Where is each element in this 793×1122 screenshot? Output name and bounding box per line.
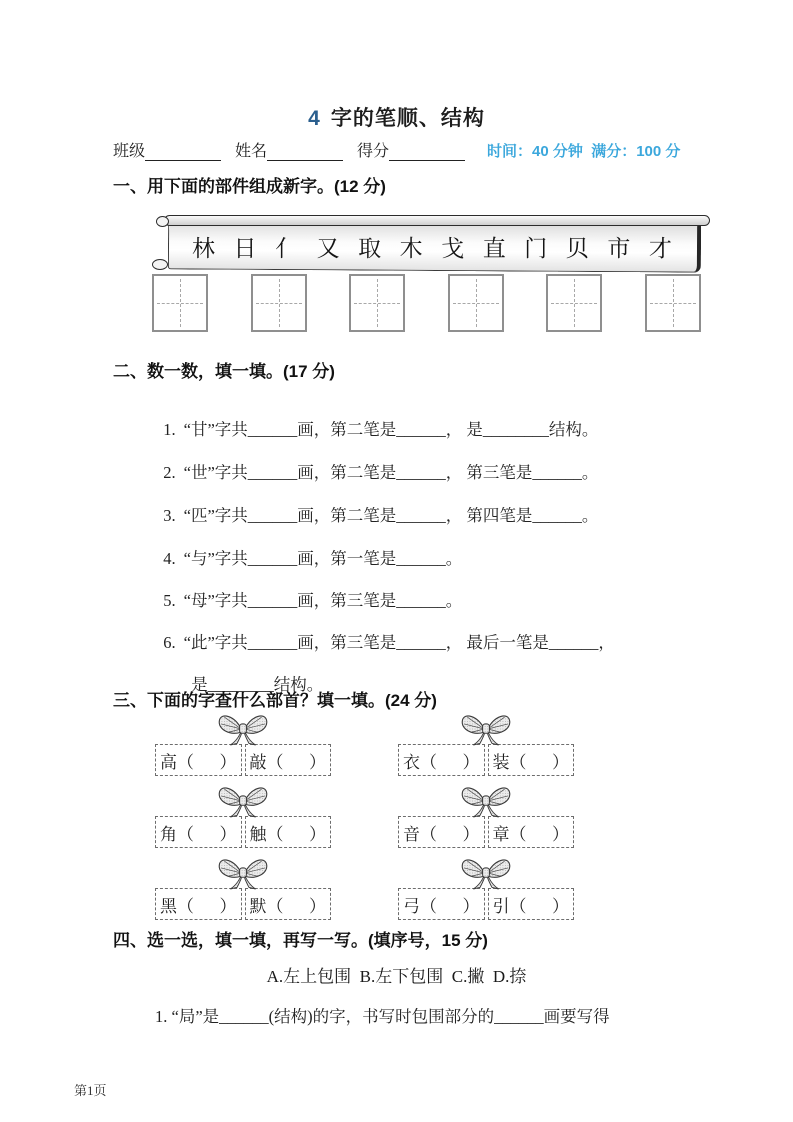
radical-cell: 弓（ ）: [398, 888, 485, 920]
lesson-title-text: 字的笔顺、结构: [330, 107, 485, 130]
radical-cell: 引（ ）: [488, 888, 575, 920]
radical-cell: 高（ ）: [155, 744, 242, 776]
radical-pair-unit: [398, 862, 574, 924]
question-row: [155, 396, 735, 440]
radical-pair-unit: [398, 718, 574, 780]
question-text: “与”字共______画，第一笔是______。: [183, 549, 463, 568]
question-row: [155, 525, 735, 569]
question-number: 3.: [163, 506, 176, 525]
radical-pair-unit: [155, 862, 331, 924]
radical-cell: 默（ ）: [245, 888, 332, 920]
component-char: 日: [233, 235, 257, 261]
radical-cell: 装（ ）: [488, 744, 575, 776]
radical-cell: 触（ ）: [245, 816, 332, 848]
lesson-number: 4: [308, 107, 321, 130]
question-row: [155, 482, 735, 526]
radical-cell: 音（ ）: [398, 816, 485, 848]
scroll-curl-top-left: [156, 216, 169, 227]
question-number: 2.: [163, 463, 176, 482]
writing-grid-box: [152, 274, 208, 332]
component-char: 才: [648, 235, 672, 261]
name-label: 姓名: [235, 143, 268, 160]
section1-heading: 一、用下面的部件组成新字。(12 分): [113, 177, 386, 196]
page-number: 第1页: [74, 1083, 107, 1098]
section3-heading: 三、下面的字查什么部首？填一填。(24 分): [113, 691, 437, 710]
question-number: 6.: [163, 633, 176, 652]
score-blank: [389, 145, 465, 161]
section2-heading: 二、数一数，填一填。(17 分): [113, 362, 335, 381]
question-text: “世”字共______画，第二笔是______， 第三笔是______。: [183, 463, 599, 482]
class-label: 班级: [113, 143, 146, 160]
section4-question1: 1. “局”是______(结构)的字，书写时包围部分的______画要写得: [155, 1007, 610, 1026]
bow-icon: [216, 782, 270, 820]
question-row: [155, 439, 735, 483]
radical-cell: 章（ ）: [488, 816, 575, 848]
radical-pair-unit: [398, 790, 574, 852]
section4-heading: 四、选一选，填一填，再写一写。(填序号，15 分): [113, 931, 488, 950]
question-number: 1.: [163, 420, 176, 439]
class-blank: [145, 145, 221, 161]
component-char: 亻: [275, 235, 299, 261]
radical-pair-unit: [155, 790, 331, 852]
question-text: “甘”字共______画，第二笔是______， 是________结构。: [183, 420, 599, 439]
question-row: [155, 609, 735, 653]
scroll-curl-bottom-left: [152, 259, 168, 270]
component-list: [168, 223, 696, 269]
radical-pair-unit: [155, 718, 331, 780]
bow-icon: [459, 782, 513, 820]
component-char: 林: [192, 235, 215, 261]
writing-grid-box: [645, 274, 701, 332]
component-char: 木: [399, 235, 423, 261]
page-title: [0, 102, 793, 132]
radical-cell: 敲（ ）: [245, 744, 332, 776]
component-char: 戈: [441, 235, 465, 261]
bow-icon: [216, 710, 270, 748]
score-label: 得分: [357, 143, 390, 160]
answer-grid-row: [152, 274, 701, 332]
question-text: “匹”字共______画，第二笔是______， 第四笔是______。: [183, 506, 599, 525]
time-fullscore-info: 时间：40 分钟 满分：100 分: [487, 143, 681, 160]
question-text: “此”字共______画，第三笔是______， 最后一笔是______，: [183, 633, 615, 652]
component-char: 门: [524, 235, 548, 261]
component-scroll-banner: [158, 213, 710, 271]
writing-grid-box: [349, 274, 405, 332]
option-list: A.左上包围 B.左下包围 C.撇 D.捺: [266, 967, 527, 986]
component-char: 直: [482, 235, 506, 261]
component-char: 取: [358, 235, 382, 261]
name-blank: [267, 145, 343, 161]
bow-icon: [459, 854, 513, 892]
radical-cell: 黑（ ）: [155, 888, 242, 920]
writing-grid-box: [448, 274, 504, 332]
question-number: 5.: [163, 591, 176, 610]
bow-icon: [216, 854, 270, 892]
writing-grid-box: [546, 274, 602, 332]
radical-cell: 角（ ）: [155, 816, 242, 848]
radical-cell: 衣（ ）: [398, 744, 485, 776]
component-char: 贝: [565, 235, 589, 261]
question-text: 是________结构。: [191, 675, 324, 694]
bow-icon: [459, 710, 513, 748]
question-text: “母”字共______画，第三笔是______。: [183, 591, 463, 610]
question-number: 4.: [163, 549, 176, 568]
component-char: 又: [316, 235, 340, 261]
writing-grid-box: [251, 274, 307, 332]
component-char: 市: [607, 235, 631, 261]
question-row: [155, 567, 735, 611]
